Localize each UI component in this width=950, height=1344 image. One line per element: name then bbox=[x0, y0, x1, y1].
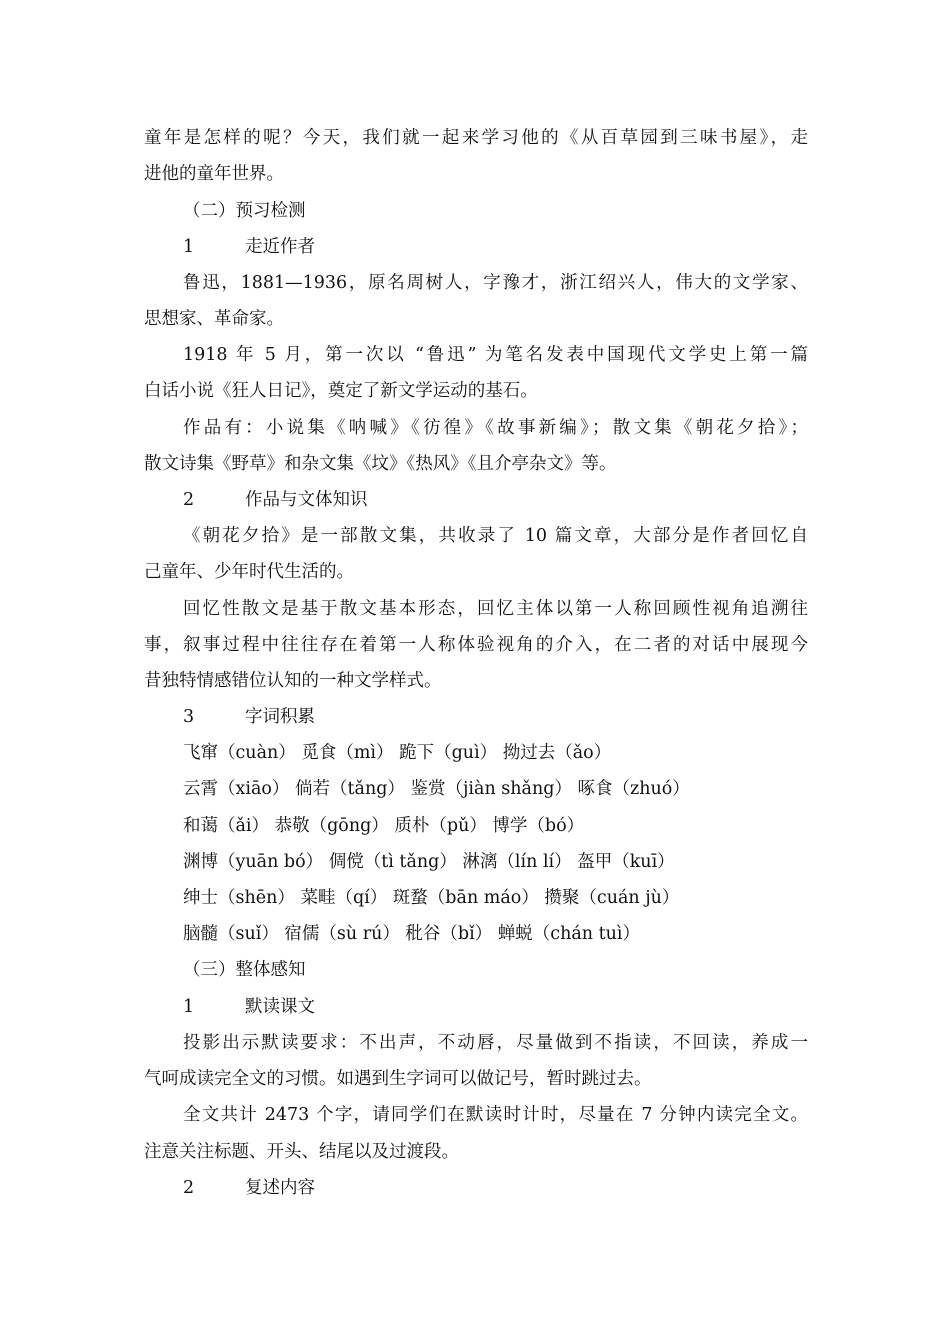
read-line-1: 投影出示默读要求：不出声，不动唇，尽量做到不指读，不回读，养成一 bbox=[183, 1033, 808, 1053]
vocab-line-5: 绅士（shēn） 菜畦（qí） 斑蝥（bān máo） 攒聚（cuán jù） bbox=[183, 888, 680, 908]
genre-line-1: 回忆性散文是基于散文基本形态，回忆主体以第一人称回顾性视角追溯往 bbox=[183, 599, 808, 619]
vocab-line-2: 云霄（xiāo） 倘若（tǎng） 鉴赏（jiàn shǎng） 啄食（zhuó） bbox=[183, 779, 690, 799]
item-title-silent-reading: 默读课文 bbox=[245, 997, 315, 1017]
item-number: 1 bbox=[183, 997, 195, 1017]
item-number: 1 bbox=[183, 237, 195, 257]
item-title-vocabulary: 字词积累 bbox=[245, 707, 315, 727]
time-line-1: 全文共计 2473 个字，请同学们在默读时计时，尽量在 7 分钟内读完全文。 bbox=[183, 1105, 808, 1125]
collection-line-2: 己童年、少年时代生活的。 bbox=[144, 562, 354, 582]
history-line-1: 1918 年 5 月，第一次以 “鲁迅” 为笔名发表中国现代文学史上第一篇 bbox=[183, 345, 808, 365]
author-line-2: 思想家、革命家。 bbox=[144, 309, 284, 329]
section-heading-overall: （三）整体感知 bbox=[183, 960, 306, 980]
time-line-2: 注意关注标题、开头、结尾以及过渡段。 bbox=[144, 1142, 459, 1162]
history-line-2: 白话小说《狂人日记》，奠定了新文学运动的基石。 bbox=[144, 381, 538, 401]
intro-line-1: 童年是怎样的呢？今天，我们就一起来学习他的《从百草园到三味书屋》，走 bbox=[144, 128, 808, 148]
vocab-line-4: 渊博（yuān bó） 倜傥（tì tǎng） 淋漓（lín lí） 盔甲（kuī） bbox=[183, 852, 675, 872]
vocab-line-3: 和蔼（ǎi） 恭敬（gōng） 质朴（pǔ） 博学（bó） bbox=[183, 816, 585, 836]
item-title-retell: 复述内容 bbox=[245, 1178, 315, 1198]
genre-line-2: 事，叙事过程中往往存在着第一人称体验视角的介入，在二者的对话中展现今 bbox=[144, 635, 808, 655]
read-line-2: 气呵成读完全文的习惯。如遇到生字词可以做记号，暂时跳过去。 bbox=[144, 1069, 652, 1089]
section-heading-preview-check: （二）预习检测 bbox=[183, 201, 306, 221]
item-number: 3 bbox=[183, 707, 195, 727]
genre-line-3: 昔独特情感错位认知的一种文学样式。 bbox=[144, 671, 442, 691]
works-line-1: 作品有：小说集《呐喊》《彷徨》《故事新编》；散文集《朝花夕拾》； bbox=[183, 418, 808, 438]
item-title-author: 走近作者 bbox=[245, 237, 315, 257]
item-title-works-genre: 作品与文体知识 bbox=[245, 490, 368, 510]
vocab-line-1: 飞窜（cuàn） 觅食（mì） 跪下（guì） 拗过去（ǎo） bbox=[183, 743, 612, 763]
collection-line-1: 《朝花夕拾》是一部散文集，共收录了 10 篇文章，大部分是作者回忆自 bbox=[183, 526, 808, 546]
item-number: 2 bbox=[183, 1178, 195, 1198]
intro-line-2: 进他的童年世界。 bbox=[144, 164, 284, 184]
vocab-line-6: 脑髓（suǐ） 宿儒（sù rú） 秕谷（bǐ） 蝉蜕（chán tuì） bbox=[183, 924, 641, 944]
item-number: 2 bbox=[183, 490, 195, 510]
works-line-2: 散文诗集《野草》和杂文集《坟》《热风》《且介亭杂文》等。 bbox=[144, 454, 617, 474]
author-line-1: 鲁迅，1881—1936，原名周树人，字豫才，浙江绍兴人，伟大的文学家、 bbox=[183, 273, 808, 293]
